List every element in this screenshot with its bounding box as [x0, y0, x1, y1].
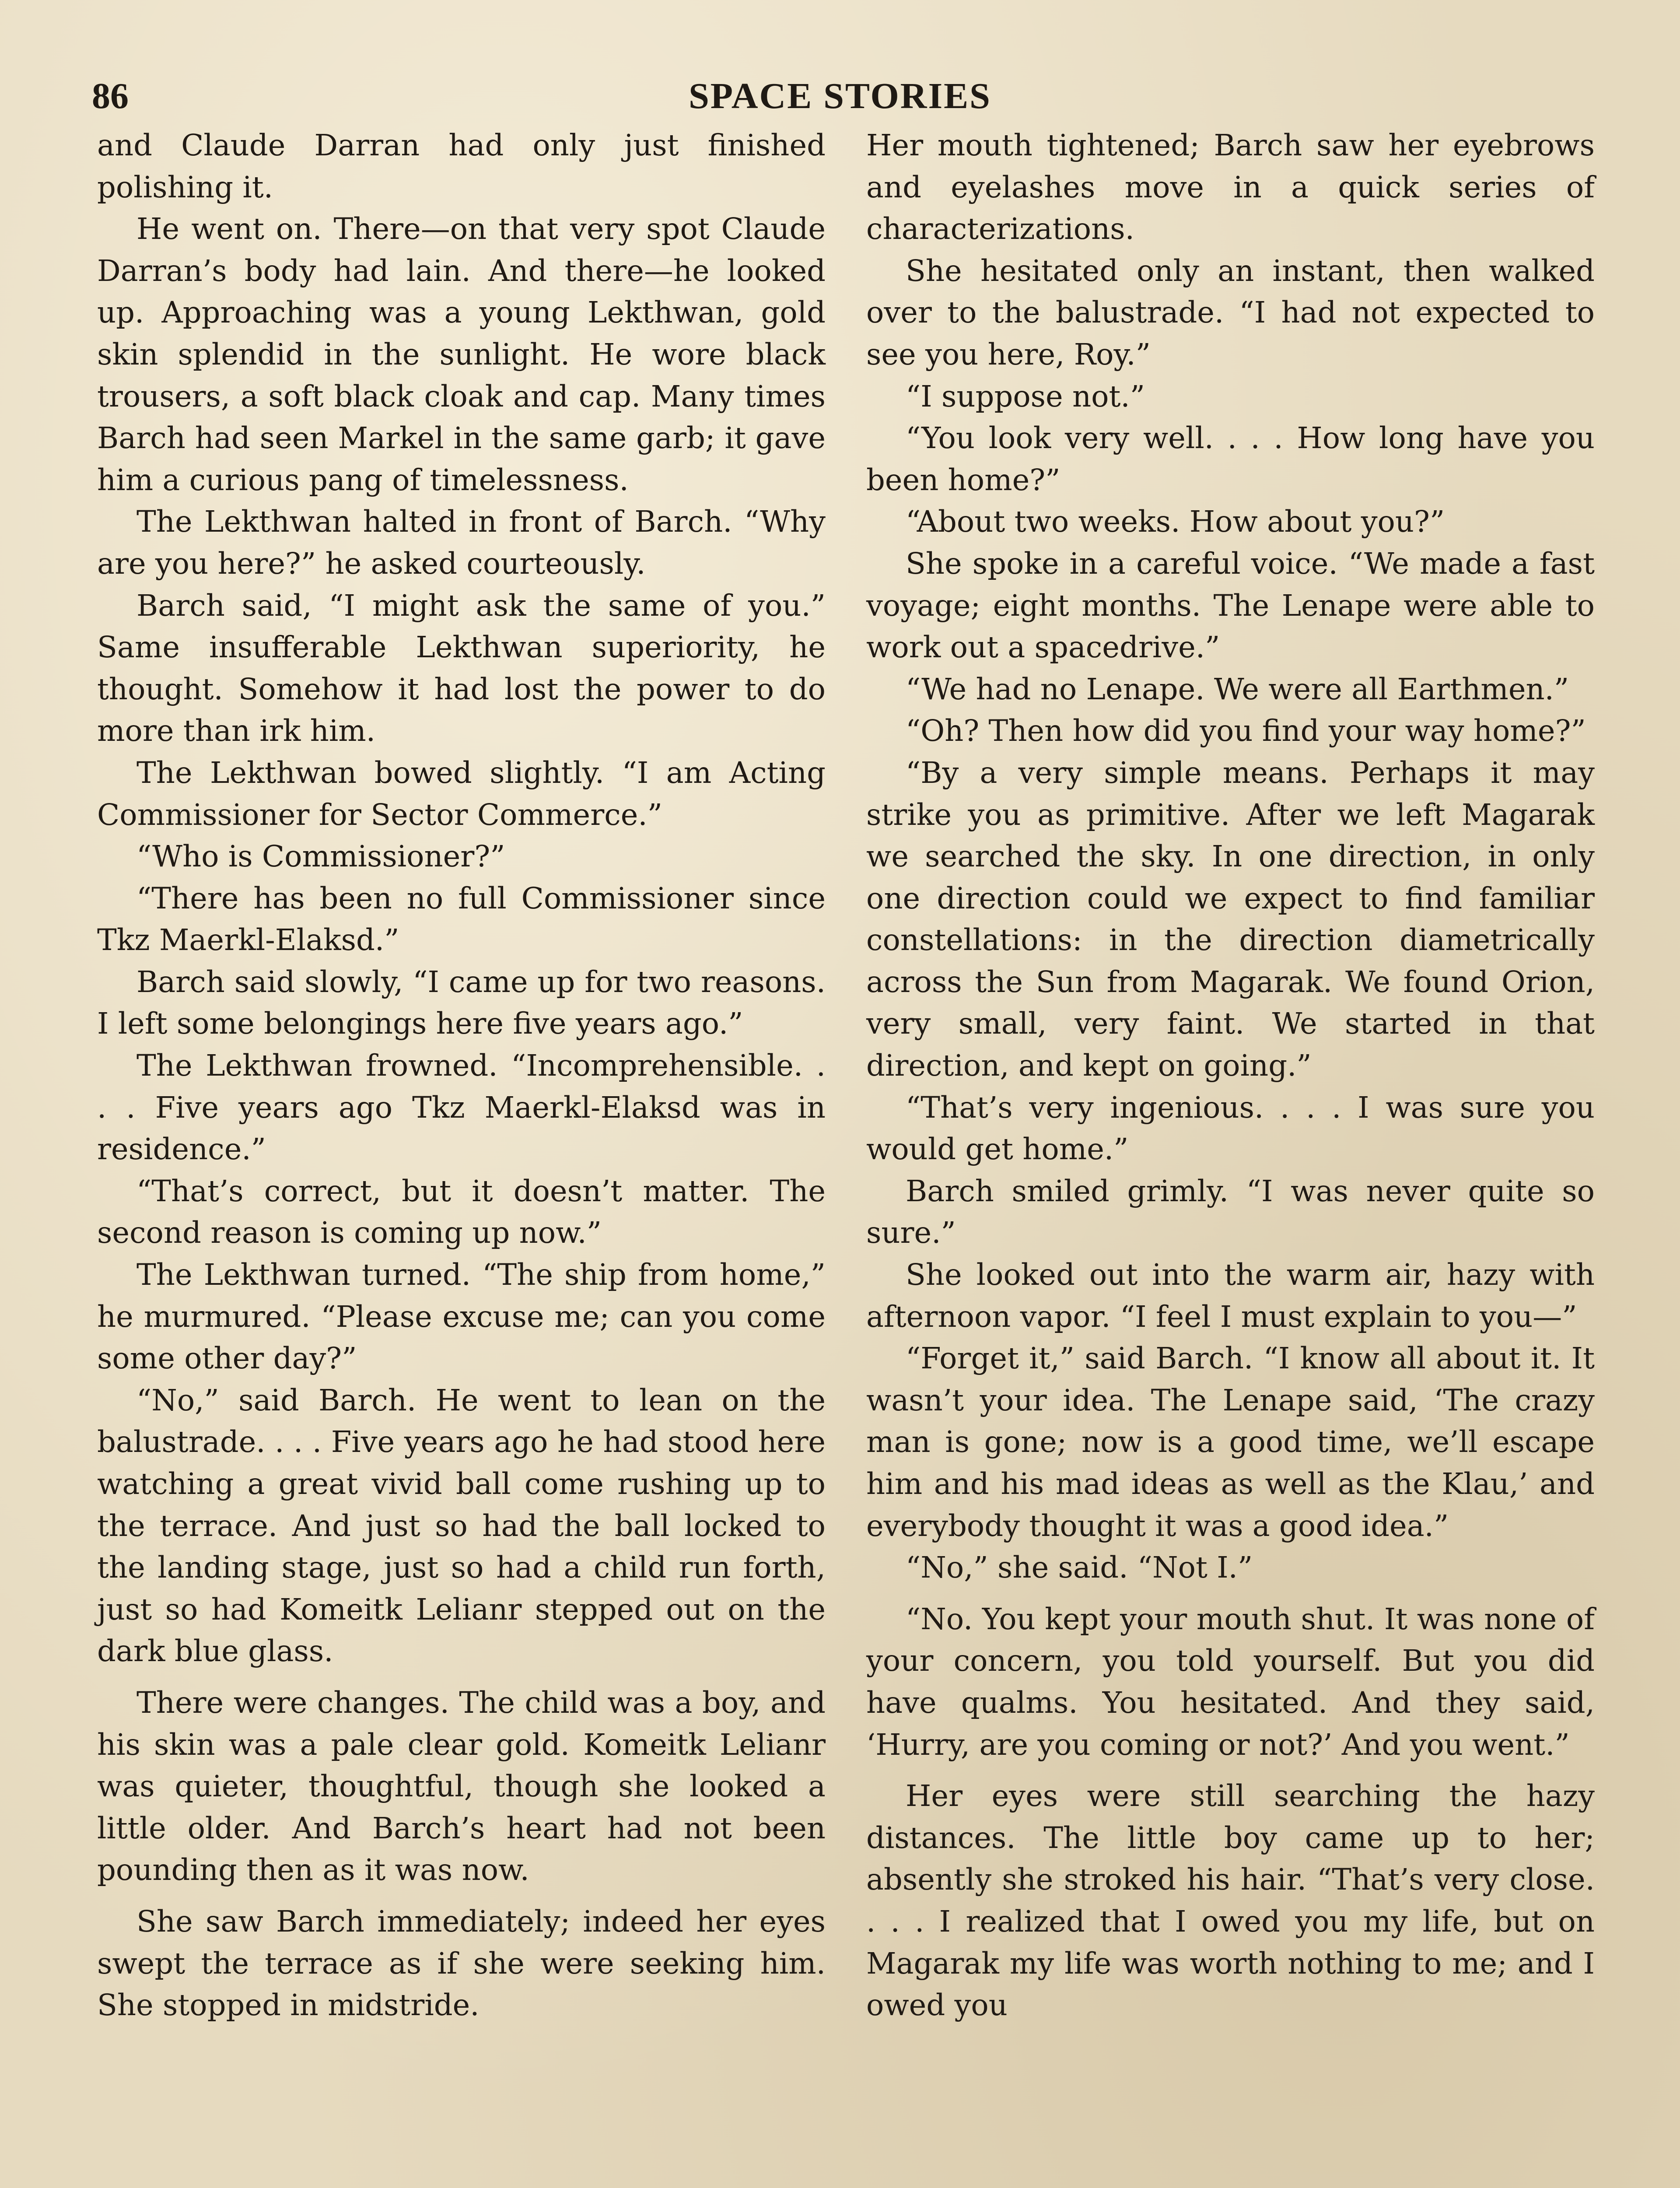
paragraph: “About two weeks. How about you?” — [906, 505, 1445, 539]
paragraph: Barch smiled grimly. “I was never quite so sure.” — [866, 1174, 1595, 1250]
paragraph: She spoke in a careful voice. “We made a fast voyage; eight months. The Lenape were able to work out a spacedrive.” — [866, 546, 1595, 665]
paragraph: “That’s very ingenious. . . . I was sure you would get home.” — [866, 1090, 1595, 1167]
paragraph: “There has been no full Commissioner since Tkz Maerkl-Elaksd.” — [97, 881, 826, 957]
paragraph: The Lekthwan halted in front of Barch. “Why are you here?” he asked courteously. — [97, 505, 826, 581]
paragraph: “No,” she said. “Not I.” — [906, 1550, 1253, 1585]
paragraph: She hesitated only an instant, then walked over to the balustrade. “I had not expected to see you here, Roy.” — [866, 253, 1595, 372]
paragraph: The Lekthwan turned. “The ship from home,” he murmured. “Please excuse me; can you come some other day?” — [97, 1258, 826, 1376]
paragraph: “No. You kept your mouth shut. It was none of your concern, you told yourself. But you did have qualms. You hesitated. And they said, ‘Hurry, are you coming or not?’ And you went.” — [866, 1602, 1595, 1762]
right-column — [866, 125, 1595, 2027]
paragraph: Her eyes were still searching the hazy distances. The little boy came up to her; absently she stroked his hair. “That’s very close. . . . I realized that I owed you my life, but on Magarak my life was worth nothing to me; and I owed you — [866, 1779, 1595, 2023]
paragraph: The Lekthwan bowed slightly. “I am Acting Commissioner for Sector Commerce.” — [97, 755, 826, 832]
paragraph: He went on. There—on that very spot Claude Darran’s body had lain. And there—he looked up. Approaching was a young Lekthwan, gold skin splendid in the sunlight. He wore black trousers, a soft black cloak and cap. Many times Barch had seen Markel in the same garb; it gave him a curious pang of timelessness. — [97, 212, 826, 497]
paragraph: “We had no Lenape. We were all Earthmen.” — [906, 672, 1569, 706]
paragraph: and Claude Darran had only just finished polishing it. — [97, 128, 826, 204]
paragraph: “You look very well. . . . How long have you been home?” — [866, 421, 1595, 497]
paragraph: The Lekthwan frowned. “Incomprehensible. . . . Five years ago Tkz Maerkl-Elaksd was in residence.” — [97, 1048, 826, 1167]
paragraph: “By a very simple means. Perhaps it may strike you as primitive. After we left Magarak we searched the sky. In one direction, in only one direction could we expect to find familiar constellations: in the direction diametrically across the Sun from Magarak. We found Orion, very small, very faint. We started in that direction, and kept on going.” — [866, 755, 1595, 1083]
paragraph: She looked out into the warm air, hazy with afternoon vapor. “I feel I must explain to you—” — [866, 1258, 1595, 1334]
running-title: SPACE STORIES — [689, 76, 991, 116]
page-header — [92, 72, 1588, 129]
paragraph: Barch said, “I might ask the same of you.” Same insufferable Lekthwan superiority, he thought. Somehow it had lost the power to do more than irk him. — [97, 588, 826, 748]
paragraph: “No,” said Barch. He went to lean on the balustrade. . . . Five years ago he had stood here watching a great vivid ball come rushing up to the terrace. And just so had the ball locked to the landing stage, just so had a child run forth, just so had Komeitk Lelianr stepped out on the dark blue glass. — [97, 1383, 826, 1669]
paragraph: She saw Barch immediately; indeed her eyes swept the terrace as if she were seeking him. She stopped in midstride. — [97, 1904, 826, 2023]
page-number: 86 — [92, 76, 129, 116]
left-column — [97, 125, 826, 2027]
paragraph: Barch said slowly, “I came up for two reasons. I left some belongings here five years ago.” — [97, 964, 826, 1041]
paragraph: “Who is Commissioner?” — [136, 839, 505, 874]
paragraph: Her mouth tightened; Barch saw her eyebrows and eyelashes move in a quick series of characterizations. — [866, 128, 1595, 246]
paragraph: There were changes. The child was a boy, and his skin was a pale clear gold. Komeitk Lelianr was quieter, thoughtful, though she looked a little older. And Barch’s heart had not been pounding then as it was now. — [97, 1685, 826, 1887]
paragraph: “I suppose not.” — [906, 379, 1145, 414]
paragraph: “That’s correct, but it doesn’t matter. The second reason is coming up now.” — [97, 1174, 826, 1250]
paragraph: “Oh? Then how did you find your way home?” — [906, 714, 1586, 748]
paragraph: “Forget it,” said Barch. “I know all about it. It wasn’t your idea. The Lenape said, ‘The crazy man is gone; now is a good time, we’ll escape him and his mad ideas as well as the Klau,’ and everybody thought it was a good idea.” — [866, 1341, 1595, 1543]
